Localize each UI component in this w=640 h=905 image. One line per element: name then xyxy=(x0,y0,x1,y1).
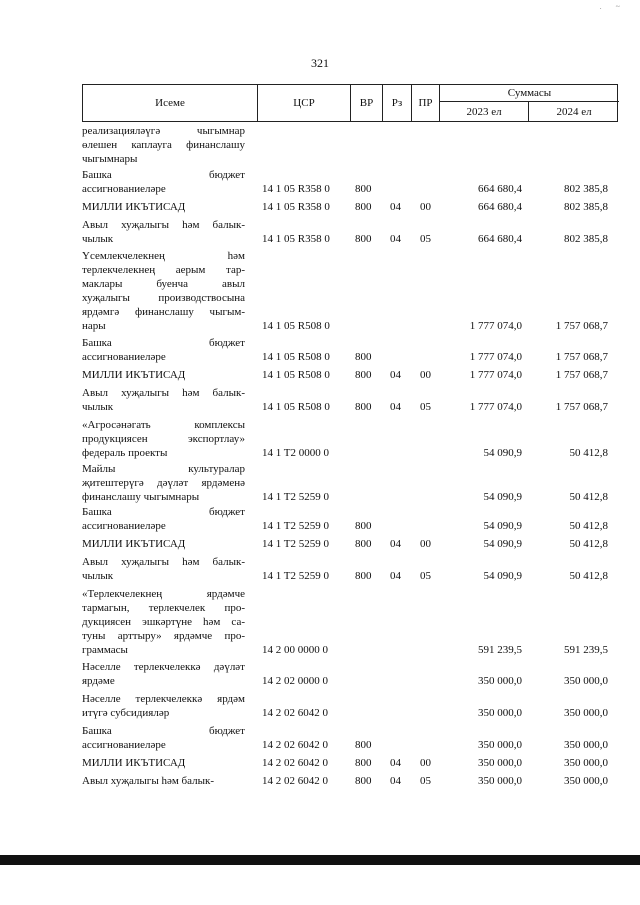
row-name-line: терлекчелекнең аерым тар- xyxy=(82,264,245,276)
row-rz: 04 xyxy=(390,201,401,213)
row-sum-2023: 664 680,4 xyxy=(478,183,522,195)
row-sum-2024: 1 757 068,7 xyxy=(555,351,608,363)
header-name: Исеме xyxy=(83,85,258,121)
row-sum-2023: 350 000,0 xyxy=(478,739,522,751)
header-pr: ПР xyxy=(412,85,440,121)
row-pr: 05 xyxy=(420,233,431,245)
row-name xyxy=(82,249,245,333)
row-csr: 14 2 02 6042 0 xyxy=(262,775,328,787)
bottom-scan-bar xyxy=(0,855,640,865)
row-sum-2024: 350 000,0 xyxy=(564,707,608,719)
row-sum-2024: 1 757 068,7 xyxy=(555,369,608,381)
row-name-line: «Терлекчелекнең ярдәмче xyxy=(82,588,245,600)
row-sum-2023: 54 090,9 xyxy=(483,570,522,582)
row-csr: 14 1 05 R508 0 xyxy=(262,351,330,363)
row-pr: 05 xyxy=(420,570,431,582)
row-csr: 14 1 05 R508 0 xyxy=(262,320,330,332)
row-name xyxy=(82,537,245,551)
row-sum-2023: 54 090,9 xyxy=(483,538,522,550)
row-sum-2024: 350 000,0 xyxy=(564,757,608,769)
row-pr: 00 xyxy=(420,538,431,550)
row-name-line: Башка бюджет xyxy=(82,506,245,518)
row-vr: 800 xyxy=(355,201,372,213)
row-csr: 14 2 02 6042 0 xyxy=(262,707,328,719)
row-name xyxy=(82,218,245,246)
row-sum-2024: 1 757 068,7 xyxy=(555,401,608,413)
row-name xyxy=(82,368,245,382)
row-name-line: граммасы xyxy=(82,644,128,656)
row-csr: 14 1 05 R358 0 xyxy=(262,183,330,195)
row-sum-2023: 350 000,0 xyxy=(478,775,522,787)
row-pr: 00 xyxy=(420,757,431,769)
row-sum-2024: 591 239,5 xyxy=(564,644,608,656)
row-csr: 14 1 05 R508 0 xyxy=(262,369,330,381)
row-csr: 14 1 T2 5259 0 xyxy=(262,570,330,582)
row-name-line: Башка бюджет xyxy=(82,169,245,181)
row-vr: 800 xyxy=(355,401,372,413)
row-name-line: Майлы культуралар xyxy=(82,463,245,475)
row-csr: 14 1 05 R358 0 xyxy=(262,201,330,213)
header-vr: ВР xyxy=(351,85,383,121)
row-sum-2024: 802 385,8 xyxy=(564,183,608,195)
row-csr: 14 2 02 6042 0 xyxy=(262,739,328,751)
row-sum-2024: 50 412,8 xyxy=(569,570,608,582)
row-name-line: итүгә субсидияләр xyxy=(82,707,170,719)
row-name-line: дукциясен эшкәртүне һәм са- xyxy=(82,616,245,628)
row-sum-2023: 1 777 074,0 xyxy=(469,351,522,363)
row-name-line: туны арттыру» ярдәмче про- xyxy=(82,630,245,642)
row-sum-2024: 350 000,0 xyxy=(564,675,608,687)
row-sum-2023: 54 090,9 xyxy=(483,520,522,532)
row-name-line: тармагын, терлекчелек про- xyxy=(82,602,245,614)
row-rz: 04 xyxy=(390,369,401,381)
row-sum-2024: 350 000,0 xyxy=(564,739,608,751)
row-sum-2023: 1 777 074,0 xyxy=(469,401,522,413)
row-sum-2024: 50 412,8 xyxy=(569,520,608,532)
row-name xyxy=(82,724,245,752)
row-csr: 14 1 T2 5259 0 xyxy=(262,520,330,532)
row-vr: 800 xyxy=(355,757,372,769)
row-sum-2023: 664 680,4 xyxy=(478,233,522,245)
row-rz: 04 xyxy=(390,538,401,550)
row-name-line: ассигнованиеләре xyxy=(82,183,166,195)
row-name-line: Нәселле терлекчелеккә дәүләт xyxy=(82,661,245,673)
row-name xyxy=(82,774,245,788)
row-name-line: МИЛЛИ ИКЪТИСАД xyxy=(82,369,186,381)
row-name-line: нары xyxy=(82,320,106,332)
row-name-line: ассигнованиеләре xyxy=(82,739,166,751)
row-csr: 14 2 00 0000 0 xyxy=(262,644,328,656)
table-header xyxy=(82,84,618,122)
row-csr: 14 1 T2 5259 0 xyxy=(262,538,330,550)
row-sum-2023: 1 777 074,0 xyxy=(469,369,522,381)
row-vr: 800 xyxy=(355,233,372,245)
row-vr: 800 xyxy=(355,183,372,195)
row-name-line: чылык xyxy=(82,233,114,245)
row-name xyxy=(82,124,245,166)
row-name-line: ассигнованиеләре xyxy=(82,351,166,363)
row-name-line: «Агросәнәгать комплексы xyxy=(82,419,245,431)
row-sum-2024: 50 412,8 xyxy=(569,491,608,503)
row-rz: 04 xyxy=(390,233,401,245)
row-name-line: чылык xyxy=(82,570,114,582)
row-name-line: Башка бюджет xyxy=(82,337,245,349)
row-rz: 04 xyxy=(390,570,401,582)
row-name-line: МИЛЛИ ИКЪТИСАД xyxy=(82,538,186,550)
row-sum-2023: 1 777 074,0 xyxy=(469,320,522,332)
row-name-line: ассигнованиеләре xyxy=(82,520,166,532)
row-vr: 800 xyxy=(355,369,372,381)
row-name-line: Авыл хуҗалыгы һәм балык- xyxy=(82,387,245,399)
row-sum-2023: 350 000,0 xyxy=(478,707,522,719)
row-sum-2024: 50 412,8 xyxy=(569,538,608,550)
row-csr: 14 1 05 R508 0 xyxy=(262,401,330,413)
row-vr: 800 xyxy=(355,739,372,751)
row-vr: 800 xyxy=(355,538,372,550)
row-name-line: хуҗалыгы производствосына xyxy=(82,292,245,304)
header-sums: Суммасы xyxy=(440,85,619,102)
row-name-line: өлешен каплауга финанслашу xyxy=(82,139,245,151)
row-name-line: федераль проекты xyxy=(82,447,168,459)
row-name xyxy=(82,756,245,770)
row-name xyxy=(82,587,245,657)
row-sum-2024: 50 412,8 xyxy=(569,447,608,459)
row-rz: 04 xyxy=(390,757,401,769)
row-sum-2024: 1 757 068,7 xyxy=(555,320,608,332)
row-name xyxy=(82,505,245,533)
row-rz: 04 xyxy=(390,401,401,413)
row-name-line: продукциясен экспортлау» xyxy=(82,433,245,445)
row-pr: 00 xyxy=(420,201,431,213)
row-sum-2023: 54 090,9 xyxy=(483,447,522,459)
row-vr: 800 xyxy=(355,775,372,787)
row-csr: 14 1 T2 0000 0 xyxy=(262,447,330,459)
row-csr: 14 2 02 0000 0 xyxy=(262,675,328,687)
row-sum-2023: 54 090,9 xyxy=(483,491,522,503)
row-name xyxy=(82,200,245,214)
row-name-line: реализацияләүгә чыгымнар xyxy=(82,125,245,137)
row-name xyxy=(82,555,245,583)
header-2023: 2023 ел xyxy=(440,102,529,121)
row-sum-2023: 664 680,4 xyxy=(478,201,522,213)
row-name-line: Нәселле терлекчелеккә ярдәм xyxy=(82,693,245,705)
row-name-line: Авыл хуҗалыгы һәм балык- xyxy=(82,219,245,231)
row-name-line: МИЛЛИ ИКЪТИСАД xyxy=(82,757,186,769)
row-sum-2024: 802 385,8 xyxy=(564,201,608,213)
row-name-line: Башка бюджет xyxy=(82,725,245,737)
row-name-line: финанслашу чыгымнары xyxy=(82,491,200,503)
row-name xyxy=(82,336,245,364)
row-vr: 800 xyxy=(355,520,372,532)
row-sum-2023: 591 239,5 xyxy=(478,644,522,656)
row-vr: 800 xyxy=(355,570,372,582)
row-pr: 05 xyxy=(420,775,431,787)
header-rz: Рз xyxy=(383,85,412,121)
row-pr: 05 xyxy=(420,401,431,413)
row-csr: 14 2 02 6042 0 xyxy=(262,757,328,769)
row-csr: 14 1 05 R358 0 xyxy=(262,233,330,245)
row-name xyxy=(82,660,245,688)
row-name xyxy=(82,386,245,414)
row-sum-2024: 802 385,8 xyxy=(564,233,608,245)
row-name xyxy=(82,692,245,720)
row-csr: 14 1 T2 5259 0 xyxy=(262,491,330,503)
page-number: 321 xyxy=(311,56,329,70)
row-sum-2023: 350 000,0 xyxy=(478,757,522,769)
row-name xyxy=(82,418,245,460)
row-name-line: Үсемлекчелекнең һәм xyxy=(82,250,245,262)
row-name xyxy=(82,168,245,196)
row-name-line: ярдәмгә финанслашу чыгым- xyxy=(82,306,245,318)
row-name xyxy=(82,462,245,504)
row-vr: 800 xyxy=(355,351,372,363)
row-name-line: маклары буенча авыл xyxy=(82,278,245,290)
row-sum-2024: 350 000,0 xyxy=(564,775,608,787)
row-sum-2023: 350 000,0 xyxy=(478,675,522,687)
header-csr: ЦСР xyxy=(258,85,351,121)
row-rz: 04 xyxy=(390,775,401,787)
row-pr: 00 xyxy=(420,369,431,381)
row-name-line: Авыл хуҗалыгы һәм балык- xyxy=(82,556,245,568)
row-name-line: МИЛЛИ ИКЪТИСАД xyxy=(82,201,186,213)
header-2024: 2024 ел xyxy=(556,105,592,118)
row-name-line: чылык xyxy=(82,401,114,413)
row-name-line: җитештерүгә дәүләт ярдәменә xyxy=(82,477,245,489)
row-name-line: чыгымнары xyxy=(82,153,138,165)
corner-marks: . ~ xyxy=(599,2,626,11)
row-name-line: Авыл хуҗалыгы һәм балык- xyxy=(82,775,215,787)
row-name-line: ярдәме xyxy=(82,675,115,687)
